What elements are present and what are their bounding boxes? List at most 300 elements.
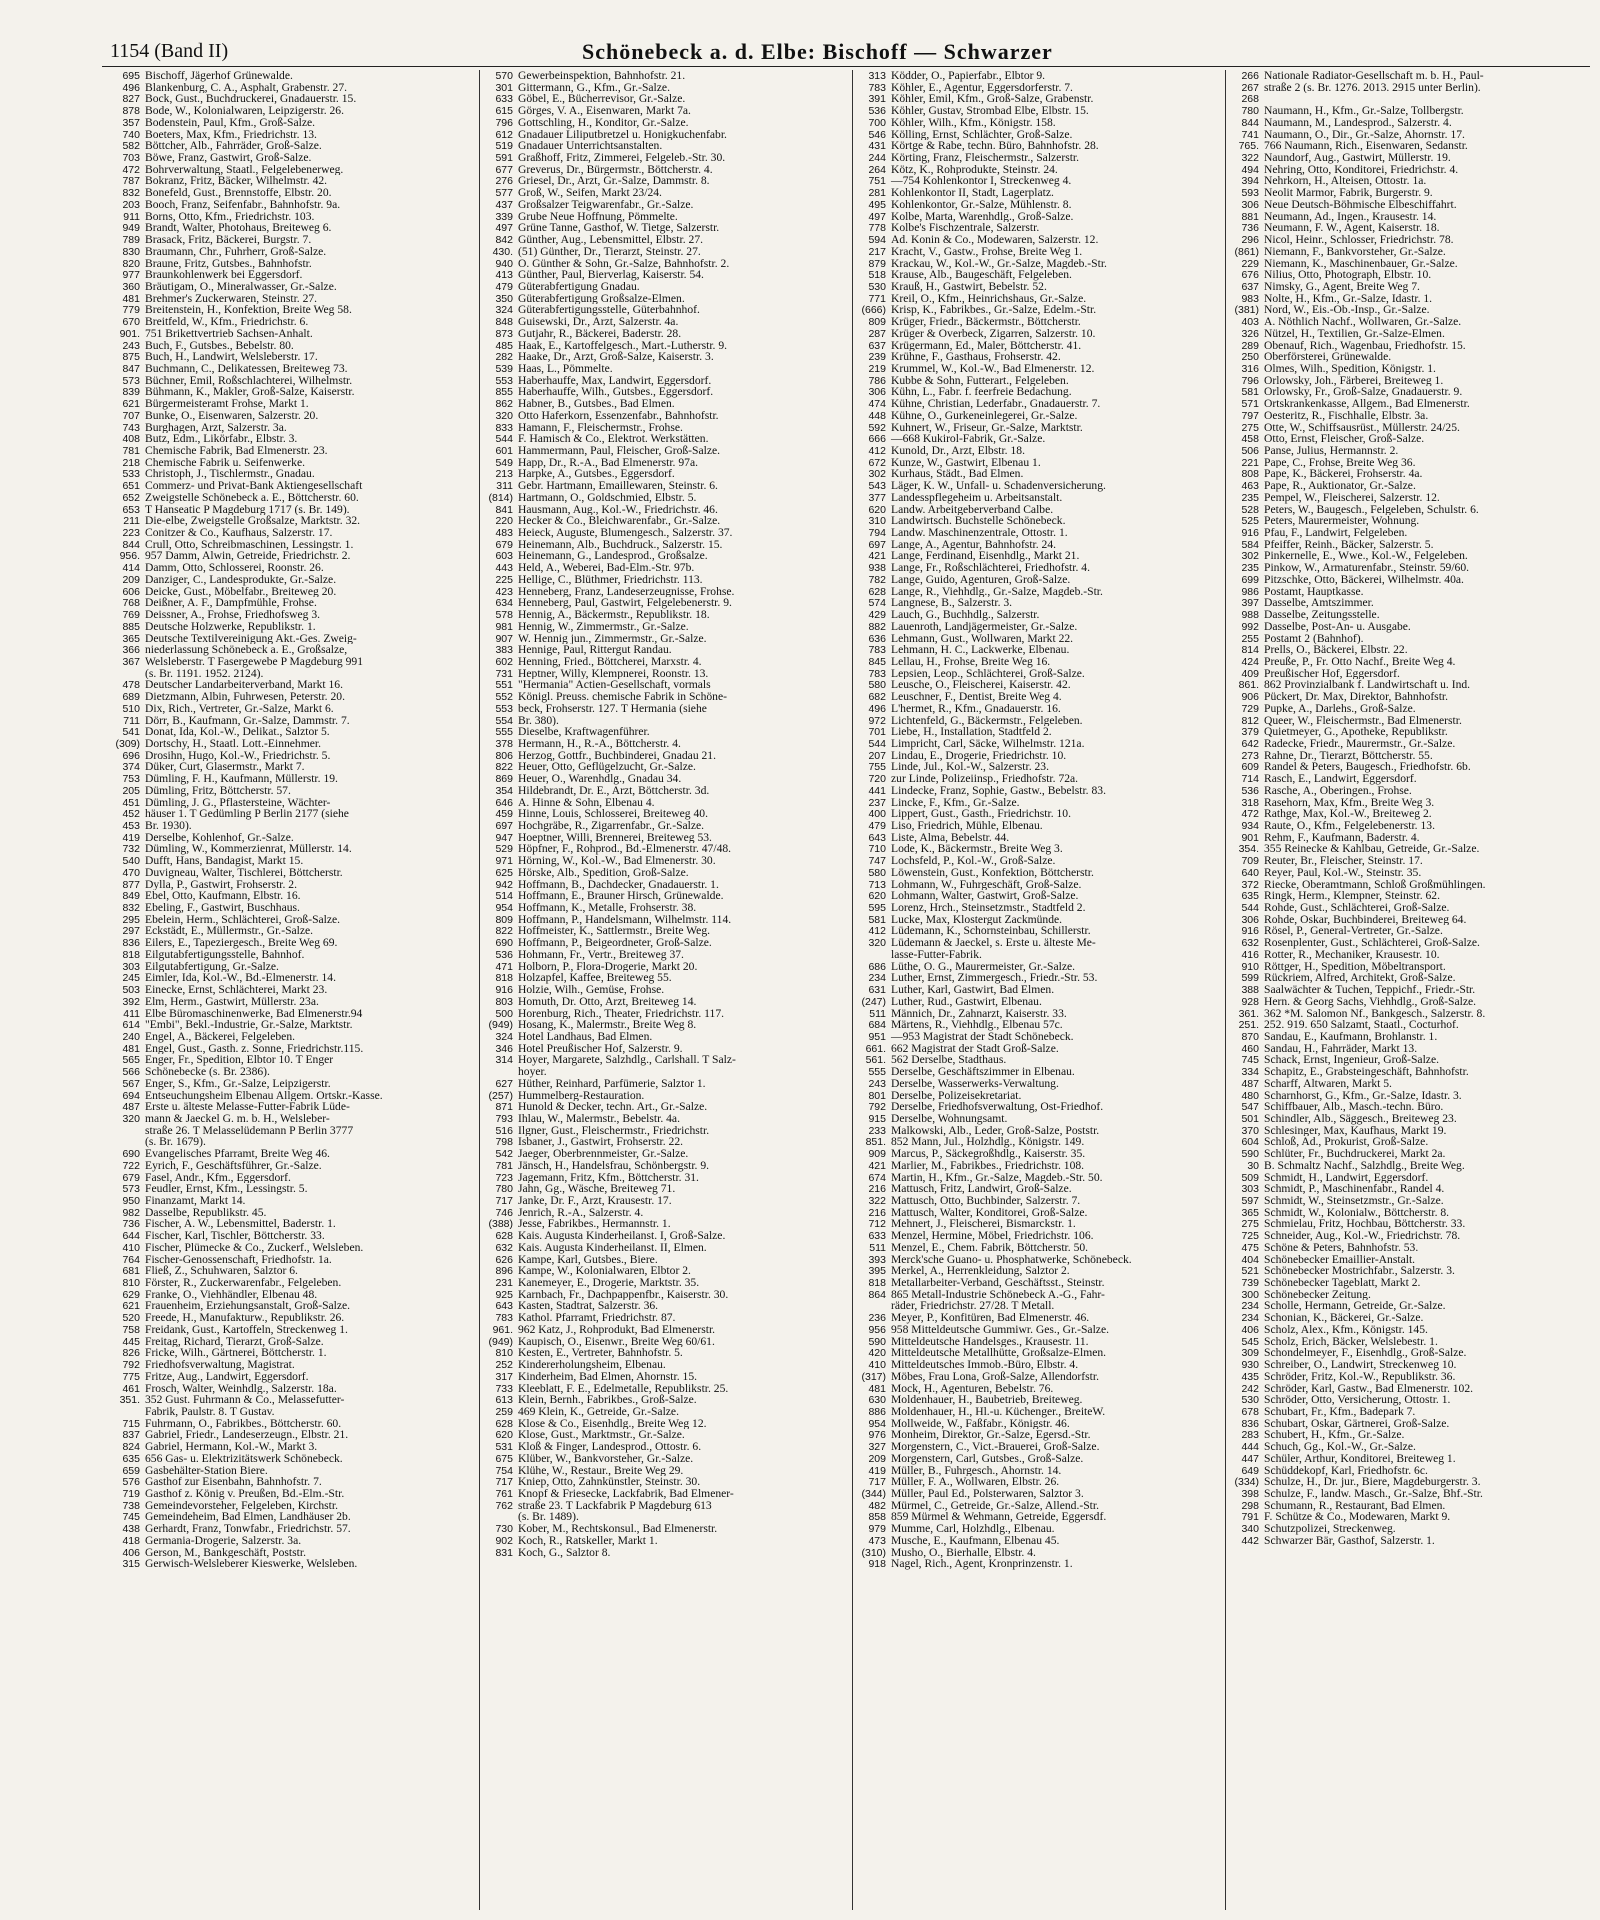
phone-number: 577 bbox=[495, 187, 513, 199]
directory-entry bbox=[110, 1324, 478, 1336]
phone-number: 528 bbox=[1241, 503, 1259, 516]
directory-entry bbox=[856, 410, 1224, 422]
phone-number: 354 bbox=[495, 784, 513, 797]
entry-text: Koch, R., Ratskeller, Markt 1. bbox=[518, 1534, 658, 1547]
directory-entry bbox=[1229, 445, 1590, 457]
entry-text: Nord, W., Eis.-Ob.-Insp., Gr.-Salze. bbox=[1264, 304, 1430, 317]
phone-number: 695 bbox=[122, 70, 140, 82]
entry-text: Lehmann, H. C., Lackwerke, Elbenau. bbox=[891, 644, 1070, 656]
phone-number: 620 bbox=[868, 890, 886, 903]
directory-entry bbox=[483, 1078, 851, 1090]
entry-text: Kathol. Pfarramt, Friedrichstr. 87. bbox=[518, 1312, 676, 1324]
entry-text: Pape, K., Bäckerei, Frohserstr. 4a. bbox=[1264, 468, 1423, 481]
phone-number: 314 bbox=[495, 1054, 513, 1067]
directory-entry bbox=[483, 82, 851, 94]
entry-text: Lauenroth, Landjägermeister, Gr.-Salze. bbox=[891, 620, 1078, 633]
directory-entry bbox=[110, 539, 478, 551]
column-divider bbox=[852, 70, 853, 1910]
entry-text: Krühne, F., Gasthaus, Frohserstr. 42. bbox=[891, 351, 1061, 363]
directory-entry bbox=[856, 363, 1224, 375]
entry-text: 562 Derselbe, Stadthaus. bbox=[891, 1054, 1007, 1067]
directory-entry bbox=[483, 961, 851, 973]
directory-entry bbox=[1229, 773, 1590, 785]
entry-text: Koch, G., Salztor 8. bbox=[518, 1546, 611, 1559]
entry-text: Happ, Dr., R.-A., Bad Elmenerstr. 97a. bbox=[518, 456, 698, 469]
directory-entry bbox=[1229, 433, 1590, 445]
phone-number: 634 bbox=[495, 597, 513, 610]
entry-text: Evangelisches Pfarramt, Breite Weg 46. bbox=[145, 1148, 330, 1160]
entry-text: Krummel, W., Kol.-W., Bad Elmenerstr. 12. bbox=[891, 362, 1095, 375]
entry-text: Niemann, F., Bankvorsteher, Gr.-Salze. bbox=[1264, 245, 1446, 258]
directory-entry bbox=[483, 234, 851, 246]
directory-entry bbox=[1229, 340, 1590, 352]
phone-number: 273 bbox=[1241, 749, 1259, 762]
entry-text: Jaeger, Oberbrennmeister, Gr.-Salze. bbox=[518, 1148, 689, 1160]
entry-text: Morgenstern, C., Vict.-Brauerei, Groß-Salze. bbox=[891, 1441, 1100, 1453]
entry-text: Krause, Alb., Baugeschäft, Felgeleben. bbox=[891, 269, 1072, 281]
directory-entry bbox=[1229, 808, 1590, 820]
directory-entry bbox=[110, 70, 478, 82]
phone-number: 213 bbox=[495, 468, 513, 481]
phone-number: 684 bbox=[868, 1019, 886, 1031]
directory-entry bbox=[483, 1254, 851, 1266]
directory-entry bbox=[110, 351, 478, 363]
directory-entry bbox=[483, 1476, 851, 1488]
entry-text: Burghagen, Arzt, Salzerstr. 3a. bbox=[145, 421, 287, 434]
directory-entry bbox=[483, 633, 851, 645]
entry-text: Rohde, Gust., Schlächterei, Groß-Salze. bbox=[1264, 902, 1450, 914]
directory-entry bbox=[110, 129, 478, 141]
entry-text: Krisp, K., Fabrikbes., Gr.-Salze, Edelm.-Str. bbox=[891, 304, 1097, 317]
directory-entry bbox=[1229, 199, 1590, 211]
entry-text: Schönebecker Mostrichfabr., Salzerstr. 3. bbox=[1264, 1265, 1455, 1278]
directory-entry bbox=[110, 879, 478, 891]
entry-text: Mattusch, Walter, Konditorei, Groß-Salze. bbox=[891, 1206, 1088, 1219]
entry-text: Schapitz, E., Grabsteingeschäft, Bahnhofstr. bbox=[1264, 1066, 1469, 1078]
entry-text: Lochsfeld, P., Kol.-W., Groß-Salze. bbox=[891, 855, 1056, 867]
phone-number: 832 bbox=[122, 187, 140, 199]
entry-text: Pückert, Dr. Max, Direktor, Bahnhofstr. bbox=[1264, 691, 1449, 703]
phone-number: 809 bbox=[868, 316, 886, 328]
phone-number: 595 bbox=[868, 902, 886, 914]
directory-entry bbox=[856, 1347, 1224, 1359]
entry-text: Lüthe, O. G., Maurermeister, Gr.-Salze. bbox=[891, 960, 1076, 973]
phone-number: 231 bbox=[495, 1277, 513, 1289]
directory-entry bbox=[110, 996, 478, 1008]
entry-text: Schindler, Alb., Säggesch., Breiteweg 23. bbox=[1264, 1112, 1457, 1125]
phone-number: 470 bbox=[122, 866, 140, 879]
phone-number: 910 bbox=[1241, 960, 1259, 973]
phone-number: 666 bbox=[868, 433, 886, 445]
phone-number: 732 bbox=[122, 843, 140, 856]
entry-text: Homuth, Dr. Otto, Arzt, Breiteweg 14. bbox=[518, 995, 697, 1008]
directory-entry bbox=[483, 105, 851, 117]
directory-entry bbox=[1229, 375, 1590, 387]
directory-entry bbox=[110, 1183, 478, 1195]
directory-entry bbox=[483, 527, 851, 539]
phone-number: 354. bbox=[1238, 843, 1259, 856]
directory-entry bbox=[856, 1383, 1224, 1395]
entry-text: Deutsche Textilvereinigung Akt.-Ges. Zweig- bbox=[145, 632, 357, 645]
phone-number: 339 bbox=[495, 210, 513, 223]
directory-entry bbox=[1229, 457, 1590, 469]
entry-text: Musho, O., Bierhalle, Elbstr. 4. bbox=[891, 1546, 1036, 1559]
phone-number: 822 bbox=[495, 761, 513, 774]
directory-entry bbox=[856, 1043, 1224, 1055]
phone-number: 511 bbox=[869, 1241, 886, 1254]
entry-text: Scharff, Altwaren, Markt 5. bbox=[1264, 1077, 1392, 1090]
entry-text: Mattusch, Fritz, Landwirt, Groß-Salze. bbox=[891, 1183, 1072, 1195]
phone-number: 649 bbox=[1241, 1464, 1259, 1477]
directory-entry bbox=[110, 1230, 478, 1242]
entry-text: Lucke, Max, Klostergut Zackmünde. bbox=[891, 913, 1063, 926]
directory-entry bbox=[856, 375, 1224, 387]
phone-number: 886 bbox=[868, 1405, 886, 1418]
phone-number: 758 bbox=[122, 1323, 140, 1336]
phone-number: 864 bbox=[868, 1288, 886, 1301]
entry-text: Marlier, M., Fabrikbes., Friedrichstr. 108. bbox=[891, 1159, 1085, 1172]
phone-number: 429 bbox=[868, 609, 886, 621]
directory-entry bbox=[483, 1547, 851, 1559]
directory-entry bbox=[856, 527, 1224, 539]
entry-text: Nehrkorn, H., Alteisen, Ottostr. 1a. bbox=[1264, 175, 1427, 188]
phone-number: 281 bbox=[868, 187, 886, 199]
directory-entry bbox=[110, 1394, 478, 1406]
entry-text: Kühne, Christian, Lederfabr., Gnadauerstr. 7. bbox=[891, 398, 1101, 410]
phone-number: 711 bbox=[123, 714, 140, 727]
directory-entry bbox=[856, 949, 1224, 961]
phone-number: 567 bbox=[122, 1077, 140, 1090]
directory-entry bbox=[110, 1476, 478, 1488]
phone-number: 907 bbox=[495, 632, 513, 645]
entry-text: Schulze, F., landw. Masch., Gr.-Salze, Bhf.-Str. bbox=[1264, 1487, 1483, 1500]
directory-entry bbox=[110, 410, 478, 422]
directory-entry bbox=[856, 937, 1224, 949]
directory-entry bbox=[110, 504, 478, 516]
entry-text: Kniep, Otto, Zahnkünstler, Steinstr. 30. bbox=[518, 1476, 701, 1488]
phone-number: 640 bbox=[1241, 866, 1259, 879]
entry-text: Reuter, Br., Fleischer, Steinstr. 17. bbox=[1264, 855, 1423, 867]
directory-entry bbox=[483, 586, 851, 598]
entry-text: Pupke, A., Darlehs., Groß-Salze. bbox=[1264, 702, 1416, 715]
phone-number: 497 bbox=[495, 222, 513, 235]
directory-entry bbox=[1229, 1043, 1590, 1055]
phone-number: 400 bbox=[868, 808, 886, 820]
phone-number: 234 bbox=[868, 972, 886, 985]
column-divider bbox=[479, 70, 480, 1910]
entry-text: Postamt, Hauptkasse. bbox=[1264, 585, 1364, 598]
phone-number: 322 bbox=[868, 1195, 886, 1207]
entry-text: Fischer, A. W., Lebensmittel, Baderstr. 1. bbox=[145, 1218, 336, 1231]
directory-entry bbox=[483, 175, 851, 187]
entry-text: Fischer, Plümecke & Co., Zuckerf., Welsleben. bbox=[145, 1241, 364, 1254]
phone-number: 627 bbox=[495, 1077, 513, 1090]
directory-entry bbox=[110, 1125, 478, 1137]
directory-entry bbox=[110, 1008, 478, 1020]
phone-number: 419 bbox=[122, 831, 140, 844]
directory-entry bbox=[856, 855, 1224, 867]
phone-number: 679 bbox=[122, 1171, 140, 1184]
entry-text: Rathge, Max, Kol.-W., Breiteweg 2. bbox=[1264, 808, 1432, 820]
phone-number: 506 bbox=[1241, 445, 1259, 457]
phone-number: 374 bbox=[122, 761, 140, 774]
phone-number: 707 bbox=[122, 409, 140, 422]
entry-text: Einecke, Ernst, Schlächterei, Markt 23. bbox=[145, 984, 328, 996]
directory-entry bbox=[1229, 1429, 1590, 1441]
directory-entry bbox=[110, 621, 478, 633]
phone-number: 322 bbox=[1241, 152, 1259, 164]
entry-text: Naumann, O., Dir., Gr.-Salze, Ahornstr. 17. bbox=[1264, 128, 1465, 141]
directory-entry bbox=[856, 1418, 1224, 1430]
directory-entry bbox=[856, 1324, 1224, 1336]
directory-entry bbox=[483, 1441, 851, 1453]
directory-entry bbox=[483, 820, 851, 832]
entry-text: Bokranz, Fritz, Bäcker, Wilhelmstr. 42. bbox=[145, 175, 328, 188]
directory-entry bbox=[110, 644, 478, 656]
entry-text: Mock, H., Agenturen, Bebelstr. 76. bbox=[891, 1382, 1054, 1395]
phone-number: 672 bbox=[868, 456, 886, 469]
phone-number: 870 bbox=[1241, 1030, 1259, 1043]
phone-number: 836 bbox=[1241, 1417, 1259, 1430]
directory-entry bbox=[483, 1418, 851, 1430]
phone-number: 916 bbox=[495, 984, 513, 996]
entry-text: Müller, F. A., Wollwaren, Elbstr. 26. bbox=[891, 1476, 1060, 1488]
directory-entry bbox=[856, 890, 1224, 902]
directory-entry bbox=[1229, 890, 1590, 902]
directory-entry bbox=[1229, 386, 1590, 398]
directory-entry bbox=[483, 281, 851, 293]
phone-number: 882 bbox=[868, 620, 886, 633]
entry-text: Haas, L., Pömmelte. bbox=[518, 362, 613, 375]
phone-number: 918 bbox=[868, 1558, 886, 1570]
directory-entry bbox=[110, 1207, 478, 1219]
entry-text: Möbes, Frau Lona, Groß-Salze, Allendorfstr. bbox=[891, 1370, 1100, 1383]
directory-entry bbox=[856, 539, 1224, 551]
directory-entry bbox=[1229, 105, 1590, 117]
directory-entry bbox=[1229, 1289, 1590, 1301]
entry-text: Engel, Gust., Gasth. z. Sonne, Friedrichstr.115. bbox=[145, 1042, 364, 1055]
entry-text: Schiffbauer, Alb., Masch.-techn. Büro. bbox=[1264, 1101, 1444, 1113]
directory-entry bbox=[1229, 867, 1590, 879]
directory-entry bbox=[483, 1230, 851, 1242]
entry-text: Jänsch, H., Handelsfrau, Schönbergstr. 9. bbox=[518, 1159, 710, 1172]
phone-number: 584 bbox=[1241, 538, 1259, 551]
directory-entry bbox=[1229, 996, 1590, 1008]
phone-number: 421 bbox=[868, 550, 886, 563]
directory-entry bbox=[483, 1429, 851, 1441]
directory-entry bbox=[1229, 1523, 1590, 1535]
entry-text: Hartmann, O., Goldschmied, Elbstr. 5. bbox=[518, 491, 697, 504]
entry-text: Hennig, A., Bäckermstr., Republikstr. 18. bbox=[518, 609, 710, 621]
directory-entry bbox=[856, 761, 1224, 773]
directory-entry bbox=[483, 609, 851, 621]
directory-entry bbox=[483, 972, 851, 984]
entry-text: Buchmann, C., Delikatessen, Breiteweg 73. bbox=[145, 362, 348, 375]
phone-number: 216 bbox=[868, 1206, 886, 1219]
entry-text: Kais. Augusta Kinderheilanst. I, Groß-Salze. bbox=[518, 1230, 726, 1242]
directory-entry bbox=[110, 457, 478, 469]
phone-number: 320 bbox=[868, 937, 886, 949]
entry-text: Kasten, Stadtrat, Salzerstr. 36. bbox=[518, 1300, 659, 1313]
entry-text: Janke, Dr. F., Arzt, Krausestr. 17. bbox=[518, 1195, 672, 1207]
directory-entry bbox=[483, 691, 851, 703]
phone-number: 444 bbox=[1241, 1441, 1259, 1453]
phone-number: 602 bbox=[495, 655, 513, 668]
entry-text: lasse-Futter-Fabrik. bbox=[891, 948, 982, 961]
entry-text: Dieselbe, Kraftwagenführer. bbox=[518, 726, 650, 738]
entry-text: Liso, Friedrich, Mühle, Elbenau. bbox=[891, 820, 1043, 832]
entry-text: Pfau, F., Landwirt, Felgeleben. bbox=[1264, 527, 1408, 539]
directory-entry bbox=[1229, 1195, 1590, 1207]
entry-text: Schloß, Ad., Prokurist, Groß-Salze. bbox=[1264, 1136, 1429, 1149]
directory-entry bbox=[1229, 621, 1590, 633]
directory-column-4 bbox=[1229, 70, 1590, 1910]
phone-number: 264 bbox=[868, 163, 886, 176]
directory-entry bbox=[483, 1359, 851, 1371]
phone-number: 203 bbox=[122, 198, 140, 211]
phone-number: 694 bbox=[122, 1089, 140, 1102]
directory-entry bbox=[483, 1148, 851, 1160]
entry-text: Böwe, Franz, Gastwirt, Groß-Salze. bbox=[145, 152, 312, 164]
entry-text: Jahn, Gg., Wäsche, Breiteweg 71. bbox=[518, 1183, 676, 1195]
phone-number: 885 bbox=[122, 620, 140, 633]
phone-number: 472 bbox=[1241, 808, 1259, 820]
entry-text: A. Nöthlich Nachf., Wollwaren, Gr.-Salze. bbox=[1264, 316, 1462, 328]
entry-text: Otte, W., Schiffsausrüst., Müllerstr. 24/25. bbox=[1264, 421, 1460, 434]
phone-number: 306 bbox=[868, 386, 886, 399]
phone-number: 592 bbox=[868, 421, 886, 434]
phone-number: 982 bbox=[122, 1206, 140, 1219]
phone-number: 675 bbox=[495, 1452, 513, 1465]
phone-number: 487 bbox=[1241, 1077, 1259, 1090]
phone-number: 628 bbox=[868, 585, 886, 598]
entry-text: Pape, R., Auktionator, Gr.-Salze. bbox=[1264, 480, 1416, 492]
phone-number: 629 bbox=[122, 1288, 140, 1301]
directory-entry bbox=[110, 797, 478, 809]
phone-number: 410 bbox=[122, 1241, 140, 1254]
phone-number: 783 bbox=[868, 81, 886, 94]
phone-number: 954 bbox=[495, 902, 513, 914]
entry-text: Enger, Fr., Spedition, Elbtor 10. T Enger bbox=[145, 1054, 334, 1067]
directory-entry bbox=[110, 703, 478, 715]
entry-text: Peters, W., Baugesch., Felgeleben, Schulstr. 6. bbox=[1264, 503, 1479, 516]
entry-text: Hinne, Louis, Schlosserei, Breiteweg 40. bbox=[518, 808, 708, 820]
directory-entry bbox=[856, 1359, 1224, 1371]
directory-entry bbox=[110, 304, 478, 316]
phone-number: 954 bbox=[868, 1417, 886, 1430]
entry-text: Mehnert, J., Fleischerei, Bismarckstr. 1. bbox=[891, 1218, 1076, 1231]
phone-number: 837 bbox=[122, 1429, 140, 1442]
directory-entry bbox=[483, 1300, 851, 1312]
directory-entry bbox=[110, 152, 478, 164]
phone-number: 481 bbox=[122, 292, 140, 305]
entry-text: 352 Gust. Fuhrmann & Co., Melassefutter- bbox=[145, 1394, 345, 1406]
phone-number: 801 bbox=[868, 1089, 886, 1102]
phone-number: 282 bbox=[495, 351, 513, 363]
phone-number: 311 bbox=[496, 480, 513, 492]
directory-entry bbox=[856, 304, 1224, 316]
entry-text: Morgenstern, Carl, Gutsbes., Groß-Salze. bbox=[891, 1452, 1084, 1465]
phone-number: 797 bbox=[1241, 409, 1259, 422]
phone-number: 421 bbox=[868, 1159, 886, 1172]
phone-number: 478 bbox=[122, 679, 140, 692]
directory-entry bbox=[1229, 304, 1590, 316]
directory-entry bbox=[110, 1535, 478, 1547]
phone-number: 632 bbox=[1241, 937, 1259, 949]
entry-text: Finanzamt, Markt 14. bbox=[145, 1195, 246, 1207]
directory-entry bbox=[483, 679, 851, 691]
phone-number: (949) bbox=[488, 1019, 513, 1031]
entry-text: Haak, E., Kartoffelgesch., Mart.-Lutherstr. 9. bbox=[518, 339, 728, 352]
directory-entry bbox=[856, 175, 1224, 187]
directory-entry bbox=[483, 398, 851, 410]
directory-entry bbox=[110, 750, 478, 762]
phone-number: 745 bbox=[1241, 1054, 1259, 1067]
entry-text: Heinemann, G., Landesprod., Großsalze. bbox=[518, 550, 708, 563]
phone-number: 544 bbox=[1241, 902, 1259, 914]
directory-entry bbox=[856, 258, 1224, 270]
directory-entry bbox=[856, 1101, 1224, 1113]
directory-entry bbox=[110, 562, 478, 574]
entry-text: Gewerbeinspektion, Bahnhofstr. 21. bbox=[518, 70, 686, 82]
directory-entry bbox=[1229, 703, 1590, 715]
directory-entry bbox=[110, 340, 478, 352]
directory-entry bbox=[1229, 879, 1590, 891]
phone-number: 509 bbox=[1241, 1171, 1259, 1184]
phone-number: 302 bbox=[868, 468, 886, 481]
entry-text: Rosenplenter, Gust., Schlächterei, Groß-Salze. bbox=[1264, 937, 1480, 949]
directory-entry bbox=[1229, 316, 1590, 328]
entry-text: Franke, O., Viehhändler, Elbenau 48. bbox=[145, 1288, 318, 1301]
phone-number: 753 bbox=[122, 773, 140, 785]
entry-text: Holzapfel, Kaffee, Breiteweg 55. bbox=[518, 972, 672, 985]
phone-number: 659 bbox=[122, 1464, 140, 1477]
entry-text: Kleeblatt, F. E., Edelmetalle, Republikstr. 25. bbox=[518, 1382, 729, 1395]
phone-number: 796 bbox=[495, 116, 513, 129]
directory-entry bbox=[1229, 293, 1590, 305]
directory-entry bbox=[856, 586, 1224, 598]
entry-text: Br. 1930). bbox=[145, 820, 192, 832]
directory-entry bbox=[483, 1511, 851, 1523]
entry-text: Lindau, E., Drogerie, Friedrichstr. 10. bbox=[891, 749, 1067, 762]
directory-entry bbox=[856, 1195, 1224, 1207]
directory-entry bbox=[856, 691, 1224, 703]
phone-number: 320 bbox=[495, 409, 513, 422]
directory-entry bbox=[1229, 562, 1590, 574]
phone-number: 443 bbox=[495, 562, 513, 574]
phone-number: 424 bbox=[1241, 655, 1259, 668]
directory-entry bbox=[1229, 1312, 1590, 1324]
directory-entry bbox=[483, 761, 851, 773]
directory-entry bbox=[856, 785, 1224, 797]
entry-text: Krauß, H., Gastwirt, Bebelstr. 52. bbox=[891, 280, 1047, 293]
entry-text: Kreil, O., Kfm., Heinrichshaus, Gr.-Salze. bbox=[891, 292, 1087, 305]
directory-entry bbox=[1229, 410, 1590, 422]
phone-number: 412 bbox=[868, 445, 886, 457]
entry-text: Pempel, W., Fleischerei, Salzerstr. 12. bbox=[1264, 491, 1440, 504]
entry-text: Bonefeld, Gust., Brennstoffe, Elbstr. 20. bbox=[145, 187, 332, 199]
entry-text: 766 Naumann, Rich., Eisenwaren, Sedanstr. bbox=[1264, 140, 1468, 153]
phone-number: 316 bbox=[1241, 362, 1259, 375]
directory-entry bbox=[856, 129, 1224, 141]
phone-number: 582 bbox=[122, 140, 140, 153]
directory-entry bbox=[856, 1183, 1224, 1195]
phone-number: 793 bbox=[495, 1112, 513, 1125]
directory-entry bbox=[483, 1160, 851, 1172]
phone-number: 738 bbox=[122, 1499, 140, 1512]
phone-number: 717 bbox=[868, 1476, 886, 1488]
entry-text: Fabrik, Paulstr. 8. T Gustav. bbox=[145, 1405, 275, 1418]
